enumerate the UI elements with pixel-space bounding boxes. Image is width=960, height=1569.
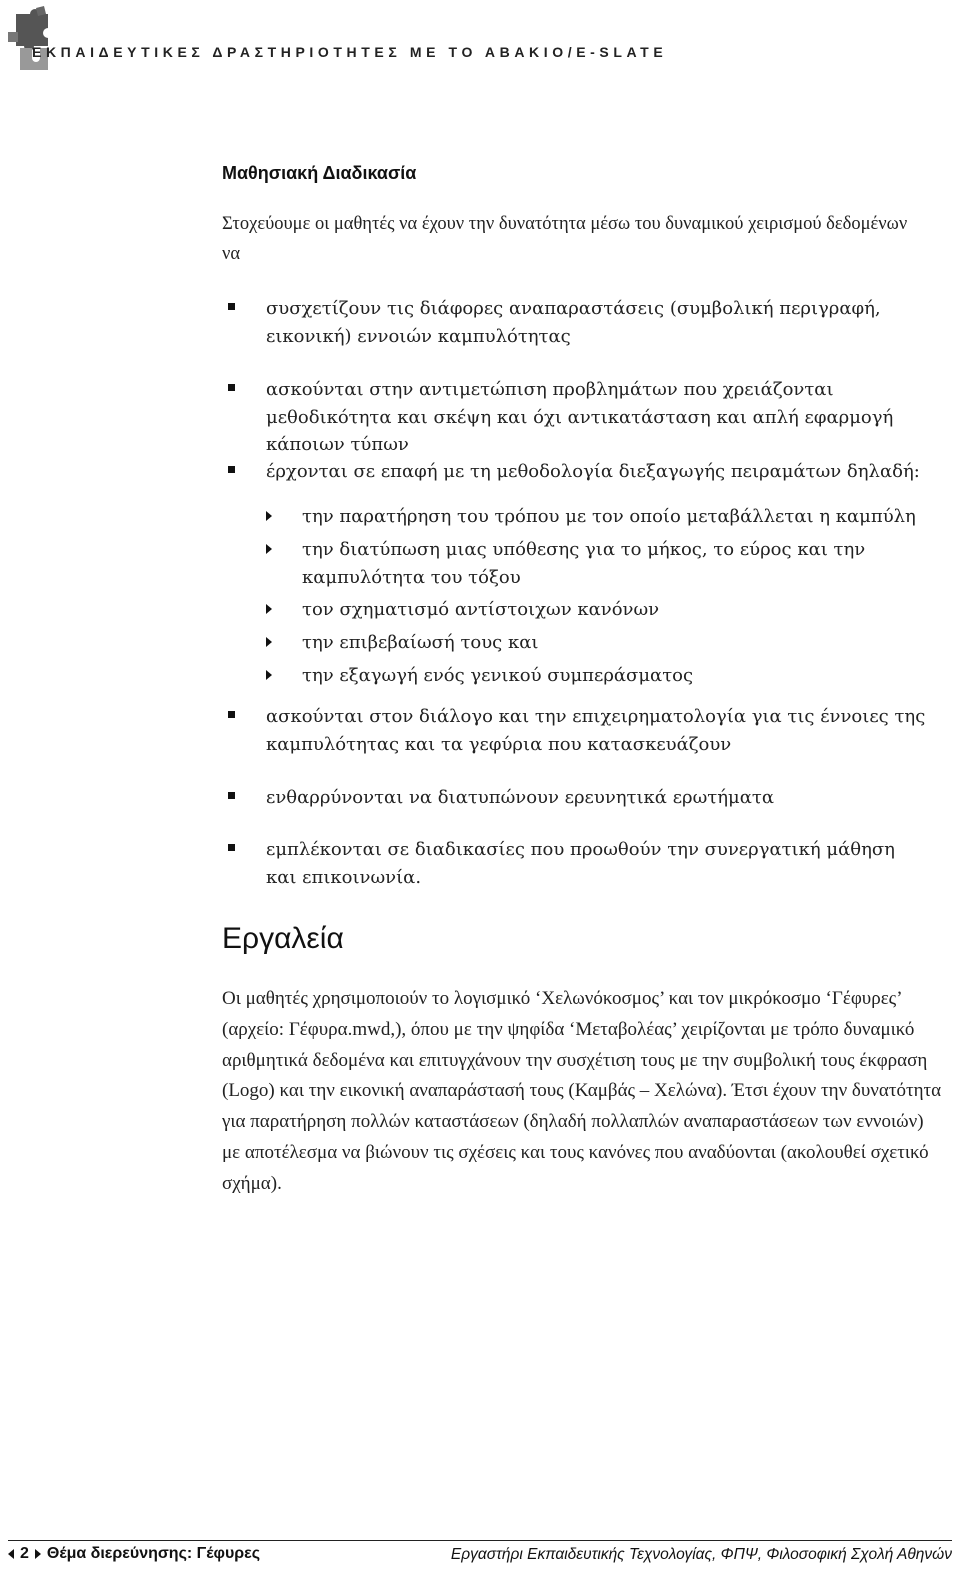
- triangle-bullet-icon: [266, 637, 272, 647]
- list-item-text: ενθαρρύνονται να διατυπώνουν ερευνητικά ερωτήματα: [266, 787, 774, 808]
- sub-list-item-text: την διατύπωση μιας υπόθεσης για το μήκος, το εύρος και την καμπυλότητα του τόξου: [302, 539, 866, 588]
- document-header-title: ΕΚΠΑΙΔΕΥΤΙΚΕΣ ΔΡΑΣΤΗΡΙΟΤΗΤΕΣ ΜΕ ΤΟ ΑΒΑΚΙΟ/E-SLATE: [32, 44, 668, 60]
- sub-list-item-text: την εξαγωγή ενός γενικού συμπεράσματος: [302, 665, 694, 686]
- square-bullet-icon: [228, 303, 235, 310]
- page-number: 2: [20, 1545, 29, 1562]
- tools-paragraph: Οι μαθητές χρησιμοποιούν το λογισμικό ‘Χελωνόκοσμος’ και τον μικρόκοσμο ‘Γέφυρες’ (αρχείο: Γέφυρα.mwd,), όπου με την ψηφίδα ‘Μεταβολέας’ χειρίζονται με τρόπο δυναμικό αριθμητικά δεδομένα και επιτυγχάνουν την συσχέτιση τους με την συμβολική τους έκφραση (Logo) και την εικονική αναπαράστασή τους (Καμβάς – Χελώνα). Έτσι έχουν την δυνατότητα για παρατήρηση πολλών καταστάσεων (δηλαδή πολλαπλών αναπαραστάσεων των εννοιών) με αποτέλεσμα να βιώνουν τις σχέσεις και τους κανόνες που αναδύονται (ακολουθεί σχετικό σχήμα).: [222, 988, 942, 1194]
- sub-list-item-text: την επιβεβαίωσή τους και: [302, 632, 539, 653]
- footer-topic-title: Θέμα διερεύνησης: Γέφυρες: [46, 1545, 261, 1562]
- square-bullet-icon: [228, 384, 235, 391]
- triangle-bullet-icon: [266, 670, 272, 680]
- intro-paragraph: Στοχεύουμε οι μαθητές να έχουν την δυνατότητα μέσω του δυναμικού χειρισμού δεδομένων να: [222, 214, 908, 264]
- list-item-text: εμπλέκονται σε διαδικασίες που προωθούν την συνεργατική μάθηση και επικοινωνία.: [266, 839, 895, 888]
- section-heading-tools: Εργαλεία: [222, 922, 344, 955]
- sub-list-item-text: τον σχηματισμό αντίστοιχων κανόνων: [302, 599, 660, 620]
- arrow-left-icon: [8, 1549, 14, 1559]
- list-item-text: ασκούνται στον διάλογο και την επιχειρηματολογία για τις έννοιες της καμπυλότητας και τα γεφύρια που κατασκευάζουν: [266, 706, 926, 755]
- triangle-bullet-icon: [266, 604, 272, 614]
- square-bullet-icon: [228, 466, 235, 473]
- footer-institution: Εργαστήρι Εκπαιδευτικής Τεχνολογίας, ΦΠΨ, Φιλοσοφική Σχολή Αθηνών: [450, 1546, 952, 1563]
- section-heading-learning-process: Μαθησιακή Διαδικασία: [222, 163, 417, 183]
- square-bullet-icon: [228, 792, 235, 799]
- sub-list-item-text: την παρατήρηση του τρόπου με τον οποίο μεταβάλλεται η καμπύλη: [302, 506, 916, 527]
- list-item-text: ασκούνται στην αντιμετώπιση προβλημάτων που χρειάζονται μεθοδικότητα και σκέψη και όχι αντικατάσταση και απλή εφαρμογή κάποιων τύπων: [266, 379, 894, 455]
- triangle-bullet-icon: [266, 511, 272, 521]
- list-item-text: έρχονται σε επαφή με τη μεθοδολογία διεξαγωγής πειραμάτων δηλαδή:: [266, 461, 920, 482]
- list-item-text: συσχετίζουν τις διάφορες αναπαραστάσεις (συμβολική περιγραφή, εικονική) εννοιών καμπυλότητας: [266, 298, 881, 347]
- square-bullet-icon: [228, 711, 235, 718]
- triangle-bullet-icon: [266, 544, 272, 554]
- footer-left: [8, 1545, 260, 1563]
- footer-divider: [8, 1540, 952, 1541]
- square-bullet-icon: [228, 844, 235, 851]
- arrow-right-icon: [35, 1549, 41, 1559]
